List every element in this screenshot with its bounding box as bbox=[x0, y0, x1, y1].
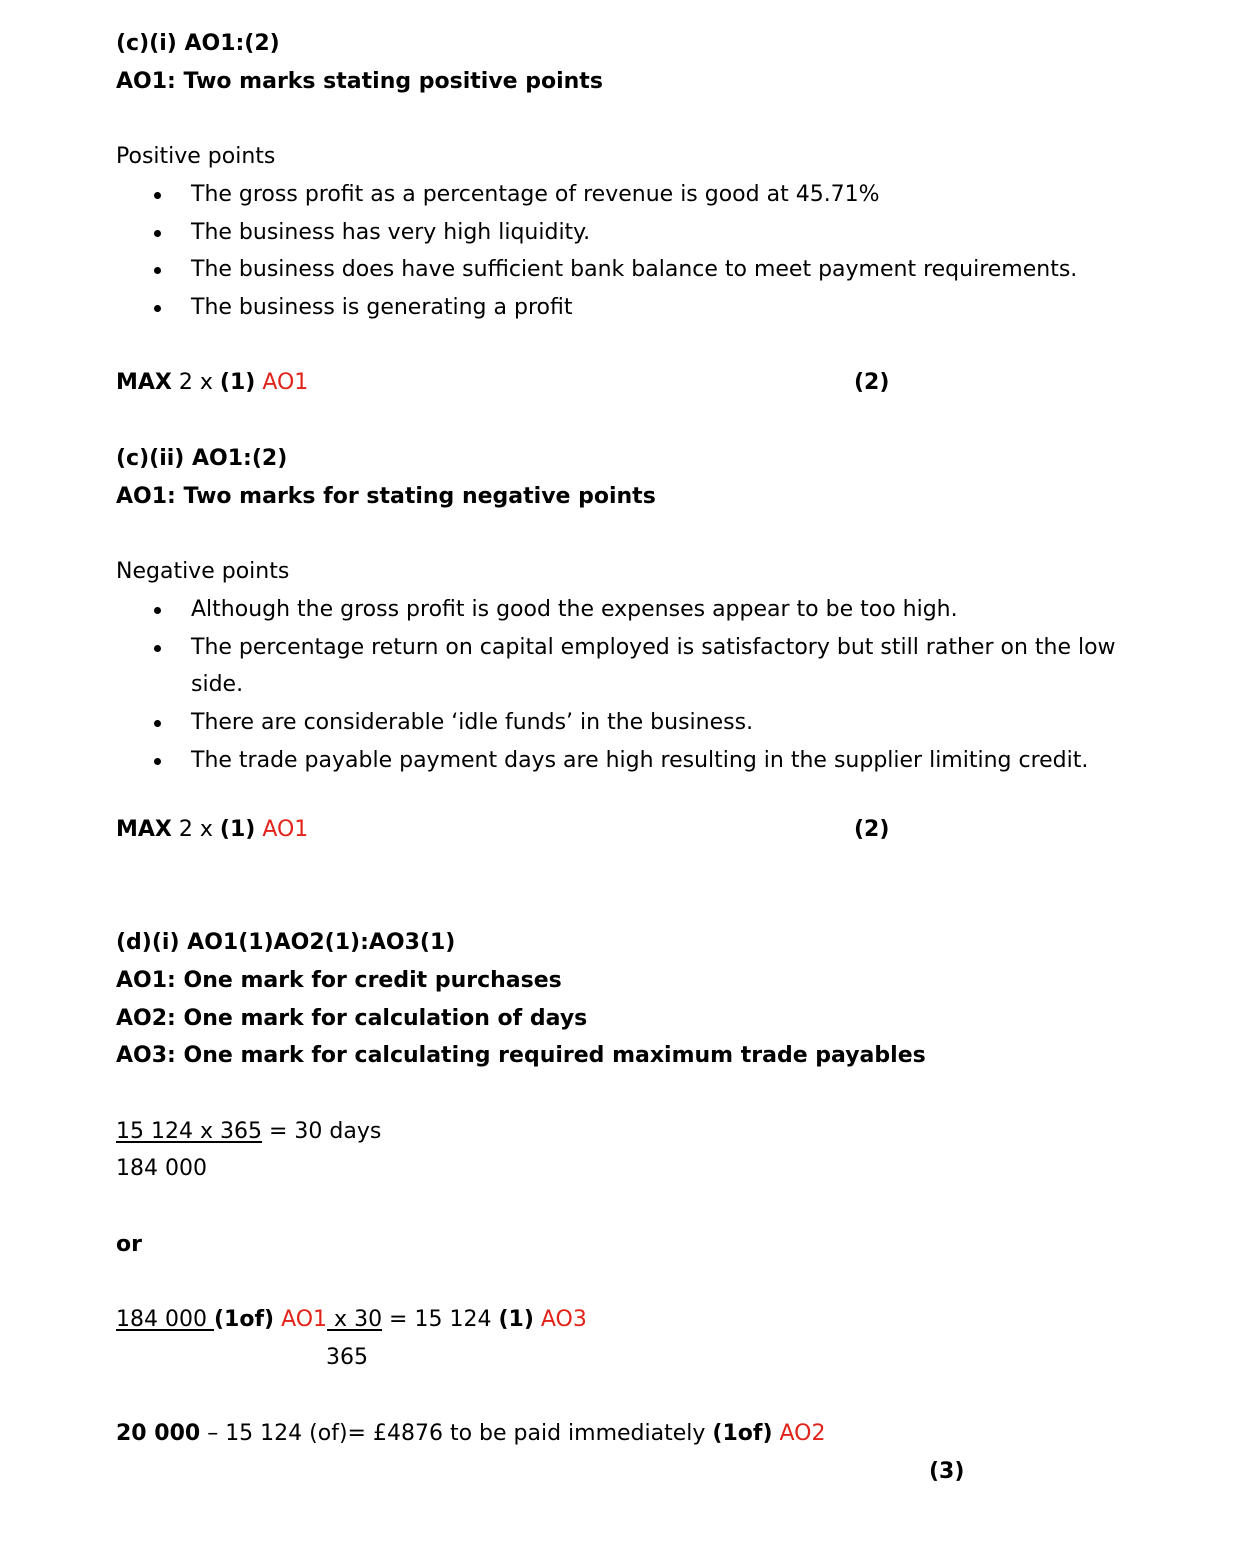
negative-points-title: Negative points bbox=[116, 559, 290, 584]
calc1-denominator: 184 000 bbox=[116, 1156, 207, 1181]
positive-points-title: Positive points bbox=[116, 144, 276, 169]
calc2-ao1: AO1 bbox=[274, 1307, 328, 1332]
bullet-icon bbox=[154, 645, 161, 652]
max-multiplier: 2 x bbox=[178, 370, 213, 395]
bullet-icon bbox=[154, 607, 161, 614]
positive-point: The business is generating a profit bbox=[191, 295, 573, 320]
d-i-criterion: AO2: One mark for calculation of days bbox=[116, 1006, 588, 1031]
positive-point: The business has very high liquidity. bbox=[191, 220, 591, 245]
calc1-result: = 30 days bbox=[261, 1119, 382, 1144]
final-text: – 15 124 (of)= £4876 to be paid immediately bbox=[200, 1421, 713, 1446]
max-mark: (1) bbox=[219, 817, 256, 842]
calc2-equals: = 15 124 bbox=[382, 1307, 499, 1332]
max-label: MAX bbox=[116, 370, 172, 395]
d-i-total-marks: (3) bbox=[929, 1459, 965, 1484]
bullet-icon bbox=[154, 758, 161, 765]
c-i-heading: (c)(i) AO1:(2) bbox=[116, 31, 280, 56]
bullet-icon bbox=[154, 720, 161, 727]
negative-point: There are considerable ‘idle funds’ in the business. bbox=[191, 710, 754, 735]
max-label: MAX bbox=[116, 817, 172, 842]
calc2-line bbox=[116, 1305, 587, 1335]
c-i-total-marks: (2) bbox=[854, 370, 890, 395]
bullet-icon bbox=[154, 230, 161, 237]
calc2-numerator: 184 000 bbox=[116, 1307, 214, 1332]
calc2-denominator: 365 bbox=[326, 1345, 368, 1370]
final-mark: (1of) bbox=[712, 1421, 773, 1446]
final-ao: AO2 bbox=[772, 1421, 826, 1446]
c-ii-subheading: AO1: Two marks for stating negative points bbox=[116, 484, 656, 509]
max-ao: AO1 bbox=[262, 370, 309, 395]
calc2-mark2: (1) bbox=[498, 1307, 534, 1332]
max-ao: AO1 bbox=[262, 817, 309, 842]
negative-point: The trade payable payment days are high resulting in the supplier limiting credit. bbox=[191, 748, 1089, 773]
c-ii-heading: (c)(ii) AO1:(2) bbox=[116, 446, 288, 471]
d-i-criterion: AO1: One mark for credit purchases bbox=[116, 968, 562, 993]
c-ii-max-line bbox=[116, 815, 308, 845]
positive-point: The business does have sufficient bank balance to meet payment requirements. bbox=[191, 257, 1078, 282]
final-amount: 20 000 bbox=[116, 1421, 201, 1446]
calc1-numerator: 15 124 x 365 bbox=[116, 1119, 262, 1144]
d-i-heading: (d)(i) AO1(1)AO2(1):AO3(1) bbox=[116, 930, 456, 955]
max-mark: (1) bbox=[219, 370, 256, 395]
final-line bbox=[116, 1419, 825, 1449]
or-label: or bbox=[116, 1232, 142, 1257]
positive-point: The gross profit as a percentage of revenue is good at 45.71% bbox=[191, 182, 880, 207]
negative-point: Although the gross profit is good the expenses appear to be too high. bbox=[191, 597, 958, 622]
c-i-max-line bbox=[116, 368, 308, 398]
calc1-line bbox=[116, 1117, 381, 1147]
max-multiplier: 2 x bbox=[178, 817, 213, 842]
negative-point: The percentage return on capital employed is satisfactory but still rather on the low bbox=[191, 635, 1116, 660]
c-i-subheading: AO1: Two marks stating positive points bbox=[116, 69, 603, 94]
bullet-icon bbox=[154, 192, 161, 199]
c-ii-total-marks: (2) bbox=[854, 817, 890, 842]
calc2-ao3: AO3 bbox=[533, 1307, 587, 1332]
d-i-criterion: AO3: One mark for calculating required maximum trade payables bbox=[116, 1043, 926, 1068]
bullet-icon bbox=[154, 305, 161, 312]
calc2-multiplier: x 30 bbox=[327, 1307, 383, 1332]
calc2-mark1: (1of) bbox=[213, 1307, 275, 1332]
negative-point-continuation: side. bbox=[191, 672, 244, 697]
bullet-icon bbox=[154, 267, 161, 274]
